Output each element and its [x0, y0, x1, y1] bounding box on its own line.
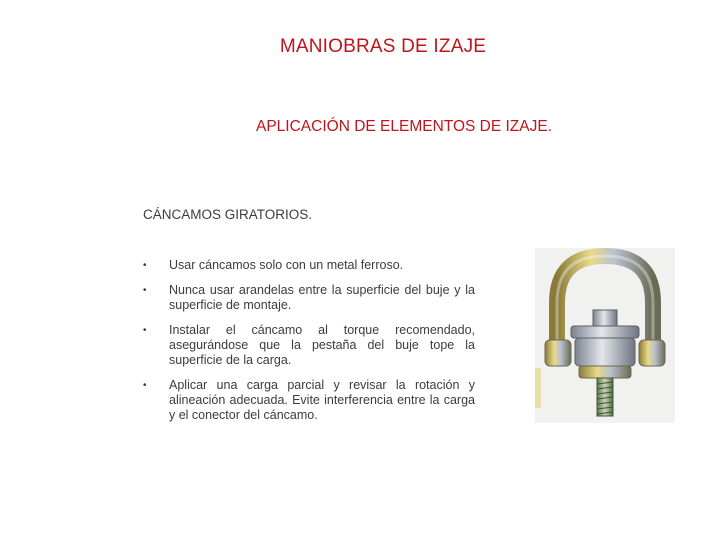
slide-title: MANIOBRAS DE IZAJE	[279, 36, 487, 57]
list-item	[143, 283, 475, 313]
slide-subtitle: APLICACIÓN DE ELEMENTOS DE IZAJE.	[256, 118, 553, 135]
bullet-marker: •	[143, 380, 147, 391]
list-item	[143, 323, 475, 368]
bullet-text: Instalar el cáncamo al torque recomendado, asegurándose que la pestaña del buje tope la superficie de la carga.	[169, 323, 475, 367]
swivel-hoist-ring-photo	[535, 248, 675, 423]
list-item	[143, 378, 475, 423]
hoist-ring-illustration	[535, 248, 675, 423]
bullet-marker: •	[143, 325, 147, 336]
section-heading: CÁNCAMOS GIRATORIOS.	[143, 207, 313, 222]
bullet-text: Aplicar una carga parcial y revisar la rotación y alineación adecuada. Evite interferencia entre la carga y el conector del cáncamo.	[169, 378, 475, 422]
bullet-marker: •	[143, 285, 147, 296]
bullet-text: Nunca usar arandelas entre la superficie del buje y la superficie de montaje.	[169, 283, 475, 312]
bullet-text: Usar cáncamos solo con un metal ferroso.	[169, 258, 404, 272]
list-item	[143, 258, 475, 273]
bullet-marker: •	[143, 260, 147, 271]
bullet-list	[143, 258, 475, 433]
